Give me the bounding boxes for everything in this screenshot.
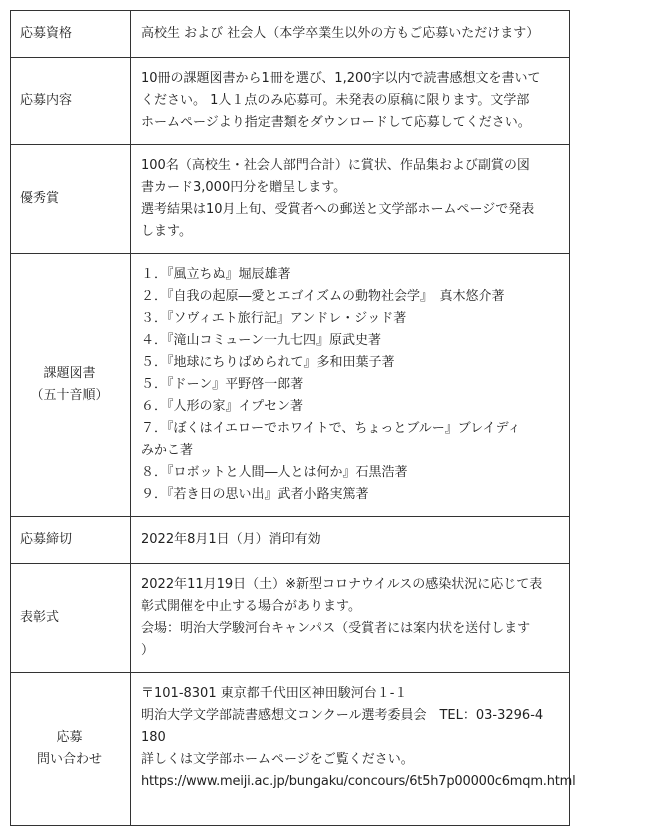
label-ceremony <box>11 564 131 673</box>
row-ceremony <box>11 564 570 673</box>
value-line: 180 <box>141 730 166 745</box>
book-item: ３．『ソヴィエト旅行記』アンドレ・ジッド著 <box>141 311 407 326</box>
value-line: します。 <box>141 224 192 239</box>
label-text: 応募締切 <box>20 532 73 547</box>
row-books <box>11 254 570 517</box>
value-line: 2022年11月19日（土）※新型コロナウイルスの感染状況に応じて表 <box>141 577 543 592</box>
value-line: 明治大学文学部読書感想文コンクール選考委員会 TEL：03-3296-4 <box>141 708 544 723</box>
label-text: 応募資格 <box>20 26 73 41</box>
book-item: ８．『ロボットと人間―人とは何か』石黒浩著 <box>141 465 408 480</box>
book-item: ９．『若き日の思い出』武者小路実篤著 <box>141 487 369 502</box>
book-item: １．『風立ちぬ』堀辰雄著 <box>141 267 291 282</box>
value-line: ） <box>141 643 155 658</box>
value-award <box>131 145 570 254</box>
book-item: ６．『人形の家』イプセン著 <box>141 399 303 414</box>
label-text: 課題図書 <box>43 366 96 381</box>
website-link[interactable]: https://www.meiji.ac.jp/bungaku/concours/6t5h7p00000c6mqm.html <box>141 774 576 789</box>
value-line: ください。 1人１点のみ応募可。未発表の原稿に限ります。文学部 <box>141 93 530 108</box>
value-line: 詳しくは文学部ホームページをご覧ください。 <box>141 752 414 767</box>
label-content <box>11 58 131 145</box>
contest-info-table <box>10 10 576 826</box>
row-content <box>11 58 570 145</box>
book-item: みかこ著 <box>141 443 194 458</box>
book-item: ７．『ぼくはイエローでホワイトで、ちょっとブルー』ブレイディ <box>141 421 521 436</box>
value-line: 高校生 および 社会人（本学卒業生以外の方もご応募いただけます） <box>141 26 540 41</box>
value-content <box>131 58 570 145</box>
value-line: 選考結果は10月上旬、受賞者への郵送と文学部ホームページで発表 <box>141 202 535 217</box>
value-line: 書カード3,000円分を贈呈します。 <box>141 180 347 195</box>
value-deadline <box>131 517 570 564</box>
value-line: 〒101-8301 東京都千代田区神田駿河台１-１ <box>141 686 408 701</box>
label-text: 応募 <box>56 730 83 745</box>
value-line: 会場：明治大学駿河台キャンパス（受賞者には案内状を送付します <box>141 621 531 636</box>
row-award <box>11 145 570 254</box>
value-line: ホームページより指定書類をダウンロードして応募してください。 <box>141 115 531 130</box>
row-eligibility <box>11 11 570 58</box>
value-eligibility <box>131 11 570 58</box>
value-line: 10冊の課題図書から1冊を選び、1,200字以内で読書感想文を書いて <box>141 71 541 86</box>
value-ceremony <box>131 564 570 673</box>
value-line: 彰式開催を中止する場合があります。 <box>141 599 361 614</box>
row-contact <box>11 673 570 826</box>
book-item: ５．『ドーン』平野啓一郎著 <box>141 377 304 392</box>
value-books <box>131 254 570 517</box>
label-text: 表彰式 <box>20 610 60 625</box>
value-line: 100名（高校生・社会人部門合計）に賞状、作品集および副賞の図 <box>141 158 530 173</box>
value-contact <box>131 673 576 826</box>
book-item: ４．『滝山コミューン一九七四』原武史著 <box>141 333 381 348</box>
label-text: （五十音順） <box>30 388 109 403</box>
label-books <box>11 254 131 517</box>
row-deadline <box>11 517 570 564</box>
value-line: 2022年8月1日（月）消印有効 <box>141 532 321 547</box>
label-text: 応募内容 <box>20 93 73 108</box>
label-text: 優秀賞 <box>20 191 60 206</box>
label-eligibility <box>11 11 131 58</box>
book-item: ５．『地球にちりばめられて』多和田葉子著 <box>141 355 395 370</box>
book-item: ２．『自我の起原―愛とエゴイズムの動物社会学』 真木悠介著 <box>141 289 505 304</box>
label-award <box>11 145 131 254</box>
label-text: 問い合わせ <box>36 752 102 767</box>
label-deadline <box>11 517 131 564</box>
label-contact <box>11 673 131 826</box>
